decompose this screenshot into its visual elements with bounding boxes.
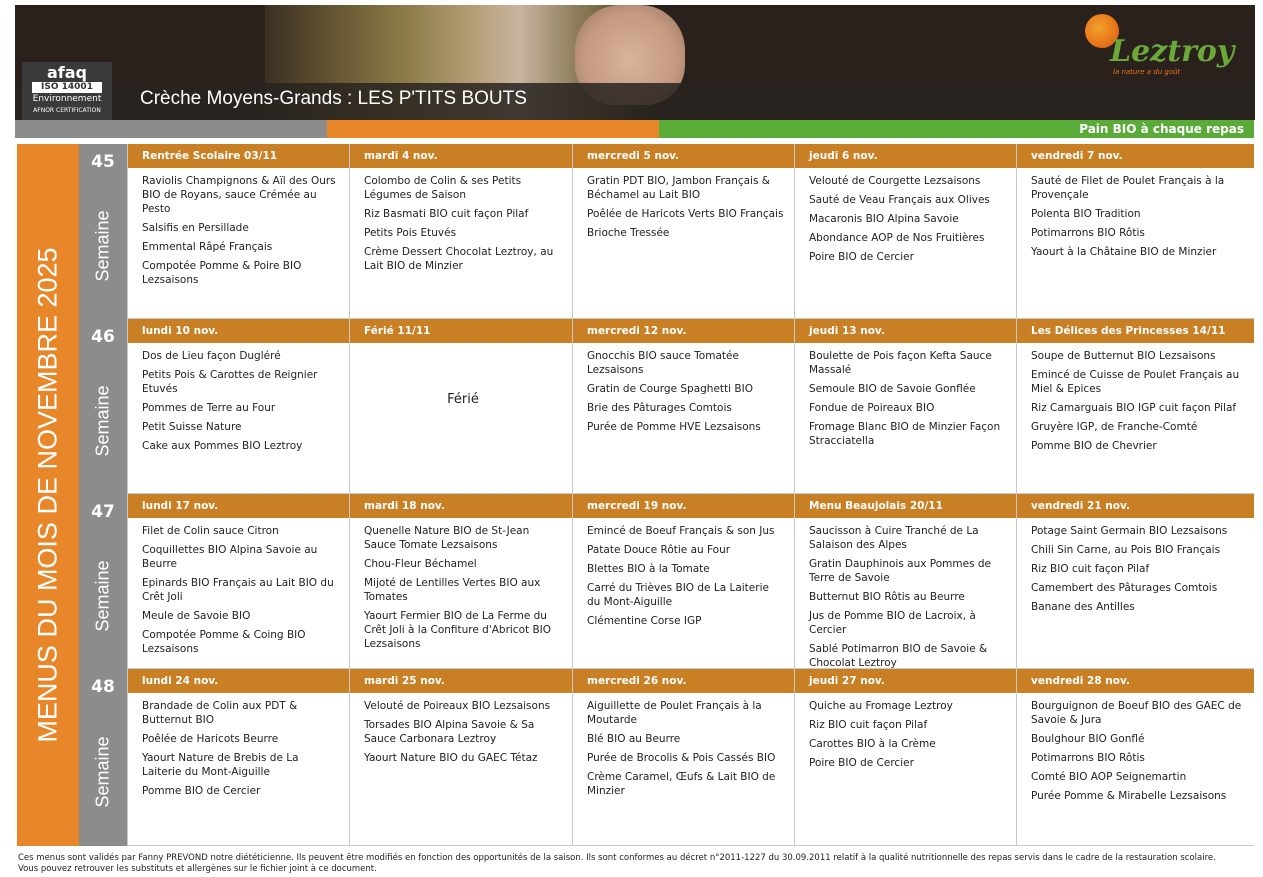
dish-item: Brioche Tressée	[587, 227, 670, 239]
dish-item: Bourguignon de Boeuf BIO des GAEC de Savoie & Jura	[1031, 700, 1242, 726]
dish-list	[795, 518, 1016, 670]
dish-list	[1017, 343, 1254, 453]
dish-item: Banane des Antilles	[1031, 601, 1135, 613]
dish-list	[795, 693, 1016, 770]
day-cell	[794, 669, 1016, 846]
dish-item: Compotée Pomme & Coing BIO Lezsaisons	[142, 629, 306, 655]
day-cell	[349, 669, 572, 846]
dish-item: Poêlée de Haricots Verts BIO Français	[587, 208, 784, 220]
day-header: Les Délices des Princesses 14/11	[1017, 319, 1254, 343]
dish-list	[350, 168, 572, 273]
footer-note: Ces menus sont validés par Fanny PREVOND notre diététicienne. Ils peuvent être modifiés en fonction des opportunités de la saison. Ils sont conformes au décret n°2011-1227 du 30.09.2011 relatif à la qualité nutritionnelle des repas servis dans le cadre de la restauration scolaire. Vous pouvez retrouver les substituts et allergènes sur le fichier joint à ce document.	[18, 853, 1216, 874]
dish-list	[350, 693, 572, 765]
day-cell	[794, 319, 1016, 494]
dish-item: Carottes BIO à la Crème	[809, 738, 936, 750]
dish-item: Colombo de Colin & ses Petits Légumes de Saison	[364, 175, 522, 201]
dish-item: Velouté de Courgette Lezsaisons	[809, 175, 981, 187]
dish-item: Boulette de Pois façon Kefta Sauce Massalé	[809, 350, 992, 376]
day-header: vendredi 21 nov.	[1017, 494, 1254, 518]
dish-item: Sauté de Filet de Poulet Français à la Provençale	[1031, 175, 1225, 201]
day-header: jeudi 27 nov.	[795, 669, 1016, 693]
dish-item: Crème Caramel, Œufs & Lait BIO de Minzier	[587, 771, 776, 797]
page-title: Crèche Moyens-Grands : LES P'TITS BOUTS	[140, 88, 527, 109]
day-header: lundi 24 nov.	[128, 669, 349, 693]
day-cell	[1016, 494, 1254, 669]
dish-item: Chili Sin Carne, au Pois BIO Français	[1031, 544, 1221, 556]
dish-item: Pommes de Terre au Four	[142, 402, 276, 414]
holiday-label: Férié	[447, 392, 479, 407]
day-header: lundi 17 nov.	[128, 494, 349, 518]
dish-item: Pomme BIO de Cercier	[142, 785, 261, 797]
dish-item: Raviolis Champignons & Aïl des Ours BIO de Royans, sauce Crémée au Pesto	[142, 175, 336, 215]
dish-item: Polenta BIO Tradition	[1031, 208, 1141, 220]
dish-item: Riz BIO cuit façon Pilaf	[1031, 563, 1150, 575]
day-header: jeudi 6 nov.	[795, 144, 1016, 168]
dish-item: Purée Pomme & Mirabelle Lezsaisons	[1031, 790, 1227, 802]
dish-item: Blettes BIO à la Tomate	[587, 563, 710, 575]
dish-item: Chou-Fleur Béchamel	[364, 558, 477, 570]
day-header: mercredi 19 nov.	[573, 494, 794, 518]
dish-item: Gruyère IGP, de Franche-Comté	[1031, 421, 1198, 433]
dish-item: Gratin de Courge Spaghetti BIO	[587, 383, 753, 395]
week-word: Semaine	[92, 384, 113, 457]
dish-item: Yaourt Nature BIO du GAEC Tétaz	[364, 752, 538, 764]
dish-item: Torsades BIO Alpina Savoie & Sa Sauce Carbonara Leztroy	[364, 719, 535, 745]
dish-list	[350, 518, 572, 651]
dish-item: Purée de Brocolis & Pois Cassés BIO	[587, 752, 776, 764]
day-cell	[1016, 319, 1254, 494]
day-header: vendredi 7 nov.	[1017, 144, 1254, 168]
week-word: Semaine	[92, 736, 113, 808]
day-header: Férié 11/11	[350, 319, 572, 343]
stripe-grey	[15, 120, 327, 138]
dish-item: Velouté de Poireaux BIO Lezsaisons	[364, 700, 551, 712]
week-label	[79, 494, 127, 669]
dish-list	[128, 693, 349, 798]
day-header: jeudi 13 nov.	[795, 319, 1016, 343]
dish-list	[128, 518, 349, 656]
week-row	[79, 319, 1254, 494]
dish-item: Poire BIO de Cercier	[809, 251, 914, 263]
day-header: mercredi 5 nov.	[573, 144, 794, 168]
dish-item: Fondue de Poireaux BIO	[809, 402, 935, 414]
week-label	[79, 319, 127, 494]
bread-banner: Pain BIO à chaque repas	[659, 120, 1254, 138]
week-label	[79, 669, 127, 846]
day-cell	[127, 144, 349, 319]
day-cell	[127, 319, 349, 494]
dish-item: Yaourt à la Châtaine BIO de Minzier	[1031, 246, 1217, 258]
week-row	[79, 144, 1254, 319]
day-cell	[127, 494, 349, 669]
stripe-orange	[327, 120, 659, 138]
dish-item: Riz BIO cuit façon Pilaf	[809, 719, 928, 731]
dish-item: Petits Pois & Carottes de Reignier Etuvés	[142, 369, 318, 395]
dish-item: Emmental Râpé Français	[142, 241, 273, 253]
dish-item: Purée de Pomme HVE Lezsaisons	[587, 421, 761, 433]
dish-list	[573, 168, 794, 240]
day-header: lundi 10 nov.	[128, 319, 349, 343]
dish-item: Meule de Savoie BIO	[142, 610, 251, 622]
dish-item: Macaronis BIO Alpina Savoie	[809, 213, 959, 225]
dish-item: Mijoté de Lentilles Vertes BIO aux Tomates	[364, 577, 541, 603]
dish-item: Crème Dessert Chocolat Leztroy, au Lait BIO de Minzier	[364, 246, 554, 272]
dish-item: Quiche au Fromage Leztroy	[809, 700, 953, 712]
day-cell	[572, 144, 794, 319]
week-word: Semaine	[92, 559, 113, 632]
dish-item: Gratin Dauphinois aux Pommes de Terre de Savoie	[809, 558, 992, 584]
day-cell	[572, 669, 794, 846]
dish-item: Patate Douce Rôtie au Four	[587, 544, 731, 556]
day-header: Menu Beaujolais 20/11	[795, 494, 1016, 518]
day-cell	[794, 494, 1016, 669]
day-cell	[572, 319, 794, 494]
dish-item: Riz Basmati BIO cuit façon Pilaf	[364, 208, 529, 220]
dish-item: Riz Camarguais BIO IGP cuit façon Pilaf	[1031, 402, 1237, 414]
dish-item: Potage Saint Germain BIO Lezsaisons	[1031, 525, 1228, 537]
dish-list	[350, 343, 572, 407]
dish-item: Emincé de Cuisse de Poulet Français au Miel & Epices	[1031, 369, 1240, 395]
dish-item: Potimarrons BIO Rôtis	[1031, 227, 1145, 239]
week-number: 48	[91, 677, 115, 697]
dish-item: Blé BIO au Beurre	[587, 733, 681, 745]
week-word: Semaine	[92, 209, 113, 282]
day-cell	[572, 494, 794, 669]
dish-item: Brie des Pâturages Comtois	[587, 402, 732, 414]
dish-list	[795, 168, 1016, 264]
dish-item: Jus de Pomme BIO de Lacroix, à Cercier	[809, 610, 976, 636]
dish-item: Yaourt Fermier BIO de La Ferme du Crêt Joli à la Confiture d'Abricot BIO Lezsaisons	[364, 610, 552, 650]
dish-item: Semoule BIO de Savoie Gonflée	[809, 383, 976, 395]
dish-list	[573, 343, 794, 434]
dish-item: Petit Suisse Nature	[142, 421, 242, 433]
dish-item: Petits Pois Etuvés	[364, 227, 457, 239]
day-header: mercredi 12 nov.	[573, 319, 794, 343]
day-cell	[127, 669, 349, 846]
dish-item: Poire BIO de Cercier	[809, 757, 914, 769]
dish-item: Saucisson à Cuire Tranché de La Salaison des Alpes	[809, 525, 979, 551]
day-cell	[349, 319, 572, 494]
dish-list	[128, 168, 349, 287]
dish-item: Brandade de Colin aux PDT & Butternut BIO	[142, 700, 298, 726]
dish-item: Dos de Lieu façon Dugléré	[142, 350, 281, 362]
dish-item: Poêlée de Haricots Beurre	[142, 733, 279, 745]
day-header: mardi 18 nov.	[350, 494, 572, 518]
day-header: mardi 25 nov.	[350, 669, 572, 693]
dish-item: Soupe de Butternut BIO Lezsaisons	[1031, 350, 1216, 362]
dish-list	[1017, 168, 1254, 259]
afaq-logo: afaq ISO 14001 Environnement AFNOR CERTIFICATION	[22, 62, 112, 124]
week-number: 47	[91, 502, 115, 522]
week-number: 46	[91, 327, 115, 347]
dish-list	[573, 693, 794, 798]
week-label	[79, 144, 127, 319]
dish-list	[1017, 518, 1254, 614]
dish-item: Emincé de Boeuf Français & son Jus	[587, 525, 775, 537]
day-cell	[794, 144, 1016, 319]
dish-item: Gnocchis BIO sauce Tomatée Lezsaisons	[587, 350, 739, 376]
day-header: vendredi 28 nov.	[1017, 669, 1254, 693]
week-row	[79, 669, 1254, 846]
dish-item: Butternut BIO Rôtis au Beurre	[809, 591, 965, 603]
day-header: mercredi 26 nov.	[573, 669, 794, 693]
dish-item: Aiguillette de Poulet Français à la Moutarde	[587, 700, 762, 726]
day-header: Rentrée Scolaire 03/11	[128, 144, 349, 168]
dish-item: Camembert des Pâturages Comtois	[1031, 582, 1218, 594]
dish-list	[573, 518, 794, 628]
dish-item: Boulghour BIO Gonflé	[1031, 733, 1145, 745]
dish-item: Pomme BIO de Chevrier	[1031, 440, 1157, 452]
dish-item: Sablé Potimarron BIO de Savoie & Chocolat Leztroy	[809, 643, 988, 669]
dish-list	[795, 343, 1016, 448]
dish-item: Cake aux Pommes BIO Leztroy	[142, 440, 303, 452]
dish-item: Carré du Trièves BIO de La Laiterie du Mont-Aiguille	[587, 582, 769, 608]
day-cell	[349, 494, 572, 669]
day-header: mardi 4 nov.	[350, 144, 572, 168]
dish-item: Fromage Blanc BIO de Minzier Façon Stracciatella	[809, 421, 1001, 447]
dish-list	[128, 343, 349, 453]
dish-item: Compotée Pomme & Poire BIO Lezsaisons	[142, 260, 302, 286]
dish-item: Potimarrons BIO Rôtis	[1031, 752, 1145, 764]
day-cell	[349, 144, 572, 319]
dish-item: Coquillettes BIO Alpina Savoie au Beurre	[142, 544, 318, 570]
month-title: MENUS DU MOIS DE NOVEMBRE 2025	[32, 247, 63, 743]
week-row	[79, 494, 1254, 669]
menu-grid	[79, 144, 1254, 846]
day-cell	[1016, 669, 1254, 846]
dish-item: Abondance AOP de Nos Fruitières	[809, 232, 985, 244]
dish-item: Quenelle Nature BIO de St-Jean Sauce Tomate Lezsaisons	[364, 525, 530, 551]
dish-item: Filet de Colin sauce Citron	[142, 525, 279, 537]
dish-item: Sauté de Veau Français aux Olives	[809, 194, 990, 206]
week-number: 45	[91, 152, 115, 172]
dish-item: Clémentine Corse IGP	[587, 615, 702, 627]
dish-list	[1017, 693, 1254, 803]
dish-item: Gratin PDT BIO, Jambon Français & Béchamel au Lait BIO	[587, 175, 770, 201]
leztroy-logo: Leztroy la nature a du goût	[1085, 12, 1215, 82]
dish-item: Salsifis en Persillade	[142, 222, 249, 234]
day-cell	[1016, 144, 1254, 319]
dish-item: Comté BIO AOP Seignemartin	[1031, 771, 1187, 783]
month-sidebar	[17, 144, 79, 846]
dish-item: Epinards BIO Français au Lait BIO du Crêt Joli	[142, 577, 334, 603]
dish-item: Yaourt Nature de Brebis de La Laiterie du Mont-Aiguille	[142, 752, 299, 778]
